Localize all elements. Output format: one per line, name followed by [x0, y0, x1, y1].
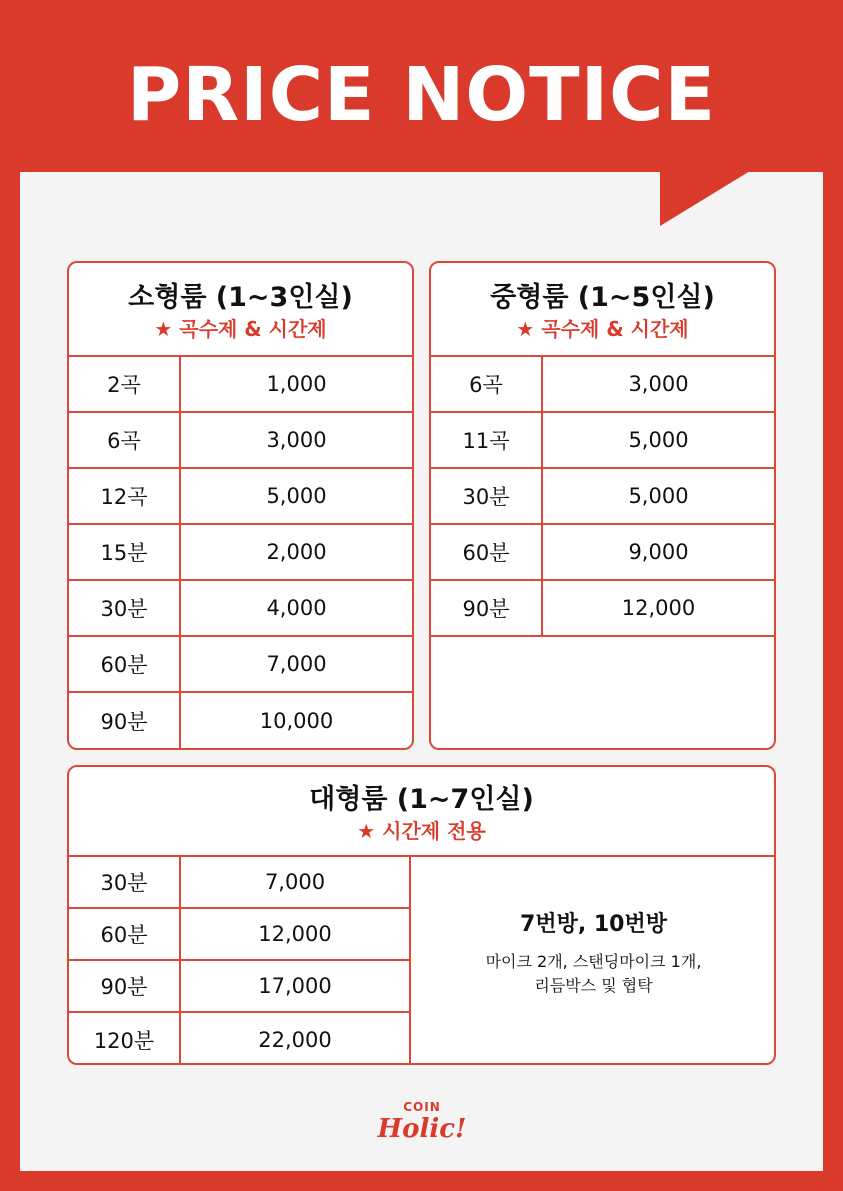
- large-room-feature-panel: [411, 855, 776, 1063]
- table-row: [69, 412, 412, 468]
- price-cell: 7,000: [180, 636, 412, 692]
- table-row: [69, 524, 412, 580]
- price-cell: 3,000: [542, 356, 774, 412]
- table-row: [69, 580, 412, 636]
- table-row: [431, 524, 774, 580]
- medium-room-title: 중형룸 (1~5인실): [490, 282, 715, 313]
- duration-cell: 30분: [431, 468, 542, 524]
- duration-cell: 6곡: [69, 412, 180, 468]
- large-room-header: [69, 767, 774, 855]
- table-row: [431, 580, 774, 636]
- page-title: PRICE NOTICE: [126, 52, 717, 138]
- coin-holic-logo: [372, 1100, 472, 1156]
- feature-equipment-desc: 마이크 2개, 스탠딩마이크 1개, 리듬박스 및 협탁: [485, 952, 702, 995]
- price-cell: 5,000: [180, 468, 412, 524]
- table-row: [69, 1012, 410, 1065]
- large-room-title: 대형룸 (1~7인실): [309, 784, 534, 815]
- duration-cell: 90분: [431, 580, 542, 636]
- price-cell: 9,000: [542, 524, 774, 580]
- duration-cell: 90분: [69, 692, 180, 749]
- price-cell: 12,000: [180, 908, 410, 960]
- table-row: [431, 468, 774, 524]
- small-room-price-table: [69, 355, 412, 749]
- price-cell: 22,000: [180, 1012, 410, 1065]
- medium-room-box: [429, 261, 776, 750]
- duration-cell: 90분: [69, 960, 180, 1012]
- price-cell: 5,000: [542, 468, 774, 524]
- price-cell: 12,000: [542, 580, 774, 636]
- duration-cell: 2곡: [69, 356, 180, 412]
- price-cell: 7,000: [180, 856, 410, 908]
- table-row: [69, 636, 412, 692]
- price-cell: 1,000: [180, 356, 412, 412]
- medium-room-subtitle: ★ 곡수제 & 시간제: [516, 317, 689, 341]
- table-row: [431, 412, 774, 468]
- table-row: [69, 692, 412, 749]
- price-cell: 17,000: [180, 960, 410, 1012]
- duration-cell: 12곡: [69, 468, 180, 524]
- logo-top-text: COIN: [403, 1100, 441, 1114]
- duration-cell: 6곡: [431, 356, 542, 412]
- small-room-header: [69, 263, 412, 355]
- duration-cell: 11곡: [431, 412, 542, 468]
- duration-cell: 60분: [431, 524, 542, 580]
- price-cell: 3,000: [180, 412, 412, 468]
- logo-bottom-text: Holic!: [377, 1114, 467, 1144]
- large-room-box: [67, 765, 776, 1065]
- duration-cell: 60분: [69, 908, 180, 960]
- duration-cell: 30분: [69, 580, 180, 636]
- table-row: [69, 908, 410, 960]
- duration-cell: 15분: [69, 524, 180, 580]
- table-row: [69, 856, 410, 908]
- table-row: [69, 356, 412, 412]
- price-cell: 2,000: [180, 524, 412, 580]
- table-row: [69, 468, 412, 524]
- large-room-subtitle: ★ 시간제 전용: [357, 819, 486, 843]
- medium-room-price-table: [431, 355, 774, 637]
- price-cell: 5,000: [542, 412, 774, 468]
- duration-cell: 120분: [69, 1012, 180, 1065]
- table-row: [431, 356, 774, 412]
- medium-room-header: [431, 263, 774, 355]
- small-room-subtitle: ★ 곡수제 & 시간제: [154, 317, 327, 341]
- speech-bubble-tail: [660, 171, 750, 231]
- duration-cell: 30분: [69, 856, 180, 908]
- large-room-price-table: [69, 855, 411, 1065]
- table-row: [69, 960, 410, 1012]
- small-room-title: 소형룸 (1~3인실): [128, 282, 353, 313]
- price-cell: 10,000: [180, 692, 412, 749]
- feature-rooms-title: 7번방, 10번방: [520, 912, 667, 937]
- small-room-box: [67, 261, 414, 750]
- duration-cell: 60분: [69, 636, 180, 692]
- price-cell: 4,000: [180, 580, 412, 636]
